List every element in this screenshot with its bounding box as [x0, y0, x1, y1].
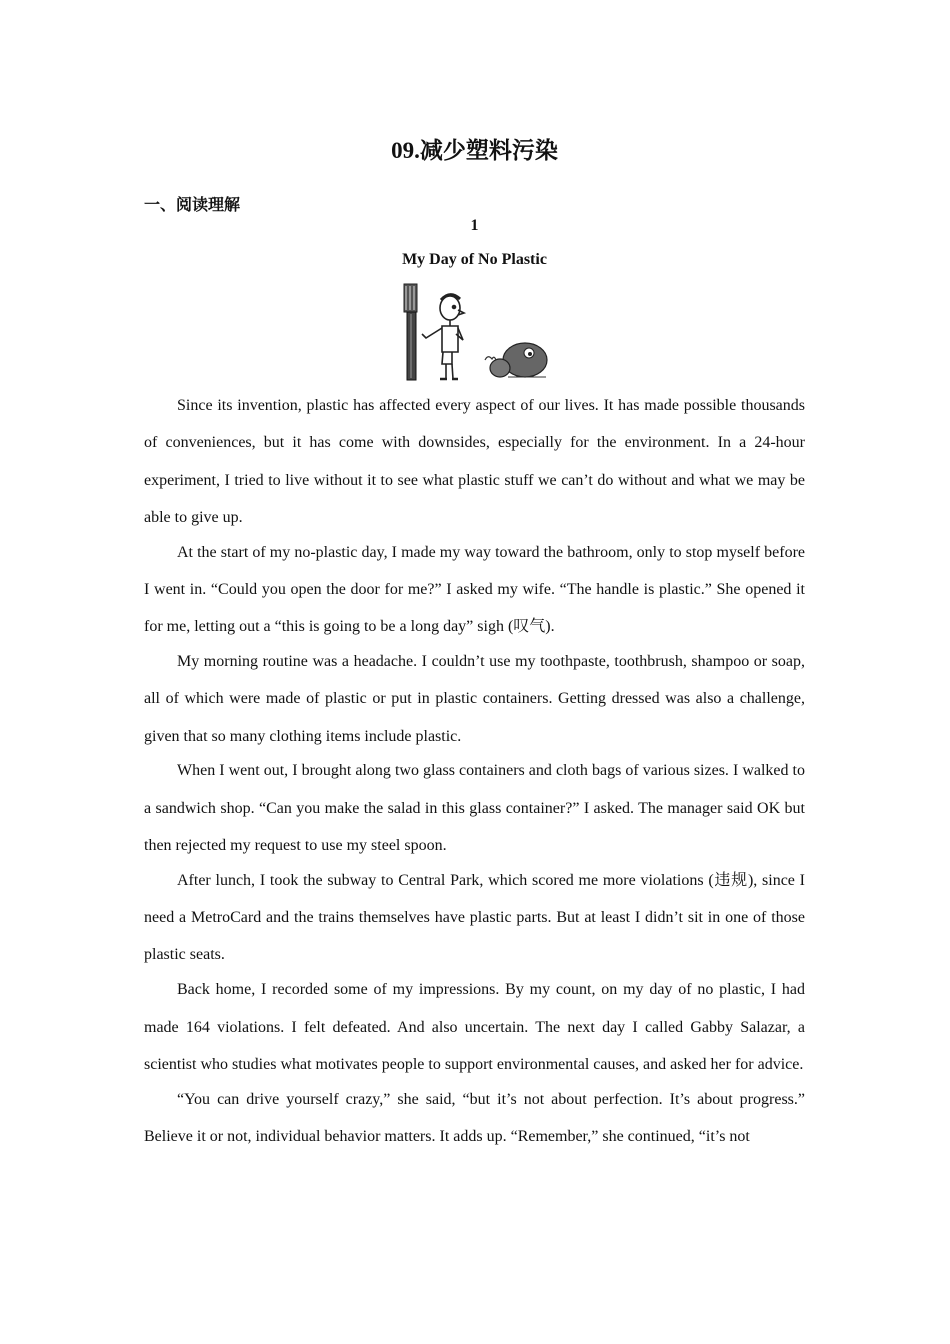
paragraph: After lunch, I took the subway to Central Park, which scored me more violations (违规), since I need a MetroCard and the trains themselves have plastic parts. But at least I didn’t sit in one of those plastic seats. — [144, 871, 805, 964]
toothbrush-icon — [404, 284, 417, 380]
paragraph: Since its invention, plastic has affected every aspect of our lives. It has made possible thousands of conveniences, but it has come with downsides, especially for the environment. In a 24-hour experiment, I tried to live without it to see what plastic stuff we can’t do without and what we may be able to give up. — [144, 397, 805, 526]
paragraph: At the start of my no-plastic day, I made my way toward the bathroom, only to stop myself before I went in. “Could you open the door for me?” I asked my wife. “The handle is plastic.” She opened it for me, letting out a “this is going to be a long day” sigh (叹气). — [144, 543, 805, 636]
paragraph: Back home, I recorded some of my impressions. By my count, on my day of no plastic, I had made 164 violations. I felt defeated. And also uncertain. The next day I called Gabby Salazar, a scientist who studies what motivates people to support environmental causes, and asked her for advice. — [144, 981, 805, 1073]
section-heading: 一、阅读理解 — [144, 197, 241, 214]
passage-number: 1 — [470, 217, 479, 234]
man-with-toothbrush-illustration — [400, 282, 550, 382]
passage-title: My Day of No Plastic — [402, 251, 547, 268]
document-title: 09.减少塑料污染 — [391, 138, 558, 163]
creature-figure — [485, 343, 547, 377]
paragraph: My morning routine was a headache. I couldn’t use my toothpaste, toothbrush, shampoo or soap, all of which were made of plastic or put in plastic containers. Getting dressed was also a challenge, given that so many clothing items include plastic. — [144, 653, 805, 745]
paragraph: “You can drive yourself crazy,” she said, “but it’s not about perfection. It’s about progress.” Believe it or not, individual behavior matters. It adds up. “Remember,” she continued, “it’s not — [144, 1090, 805, 1145]
paragraph: When I went out, I brought along two glass containers and cloth bags of various sizes. I walked to a sandwich shop. “Can you make the salad in this glass container?” I asked. The manager said OK but then rejected my request to use my steel spoon. — [144, 762, 805, 855]
passage-body — [144, 387, 805, 1153]
man-figure — [422, 295, 464, 379]
